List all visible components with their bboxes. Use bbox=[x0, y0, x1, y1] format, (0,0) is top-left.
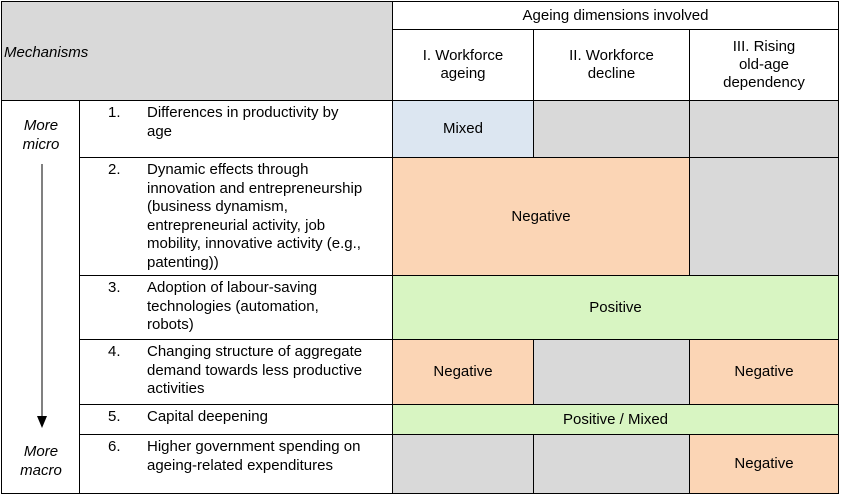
effect-cell-empty bbox=[533, 434, 690, 494]
effect-cell-negative: Negative bbox=[392, 157, 690, 276]
table-row-mechanism-2 bbox=[79, 157, 393, 276]
ageing-dimensions-label: Ageing dimensions involved bbox=[522, 6, 709, 24]
row-number: 6. bbox=[108, 438, 121, 455]
effect-cell-empty bbox=[533, 100, 690, 158]
row-number: 2. bbox=[108, 161, 121, 178]
row-number: 4. bbox=[108, 343, 121, 360]
mechanism-text: Dynamic effects through innovation and entrepreneurship (business dynamism, entrepreneurial activity, job mobility, innovative activity (e.g., patenting)) bbox=[147, 161, 363, 271]
mechanism-text: Capital deepening bbox=[147, 408, 268, 425]
table-row-mechanism-5 bbox=[79, 404, 393, 435]
micro-macro-axis bbox=[1, 100, 80, 494]
mechanism-text: Changing structure of aggregate demand towards less productive activities bbox=[147, 343, 363, 397]
column-header-line: I. Workforce bbox=[422, 47, 504, 64]
effect-cell-empty bbox=[689, 100, 839, 158]
effect-cell-positive: Positive bbox=[392, 275, 839, 340]
column-header-workforce-ageing bbox=[392, 29, 534, 101]
ageing-dimensions-header bbox=[392, 1, 839, 30]
effect-cell-mixed: Mixed bbox=[392, 100, 534, 158]
more-macro-label: More macro bbox=[20, 443, 62, 479]
effect-cell-empty bbox=[689, 157, 839, 276]
column-header-line: ageing bbox=[440, 65, 486, 82]
effect-cell-negative: Negative bbox=[689, 339, 839, 405]
row-number: 5. bbox=[108, 408, 121, 425]
mechanism-text: Higher government spending on ageing-related expenditures bbox=[147, 438, 361, 474]
column-header-line: dependency bbox=[723, 74, 805, 91]
column-header-line: old-age bbox=[738, 56, 790, 73]
row-number: 1. bbox=[108, 104, 121, 121]
table-row-mechanism-6 bbox=[79, 434, 393, 494]
mechanisms-header bbox=[1, 1, 393, 101]
table-row-mechanism-3 bbox=[79, 275, 393, 340]
mechanism-text: Adoption of labour-saving technologies (automation, robots) bbox=[147, 279, 319, 333]
mechanisms-label: Mechanisms bbox=[4, 44, 89, 61]
effect-cell-empty bbox=[392, 434, 534, 494]
column-header-line: decline bbox=[587, 65, 636, 82]
effect-cell-empty bbox=[533, 339, 690, 405]
row-number: 3. bbox=[108, 279, 121, 296]
table-row-mechanism-4 bbox=[79, 339, 393, 405]
effect-cell-negative: Negative bbox=[392, 339, 534, 405]
more-micro-label: More micro bbox=[22, 117, 60, 153]
down-arrow-icon bbox=[32, 164, 52, 434]
mechanism-text: Differences in productivity by age bbox=[147, 104, 339, 140]
table-row-mechanism-1 bbox=[79, 100, 393, 158]
effect-cell-positive-mixed: Positive / Mixed bbox=[392, 404, 839, 435]
column-header-workforce-decline bbox=[533, 29, 690, 101]
effect-cell-negative: Negative bbox=[689, 434, 839, 494]
column-header-old-age-dependency bbox=[689, 29, 839, 101]
column-header-line: III. Rising bbox=[732, 38, 796, 55]
column-header-line: II. Workforce bbox=[569, 47, 654, 64]
